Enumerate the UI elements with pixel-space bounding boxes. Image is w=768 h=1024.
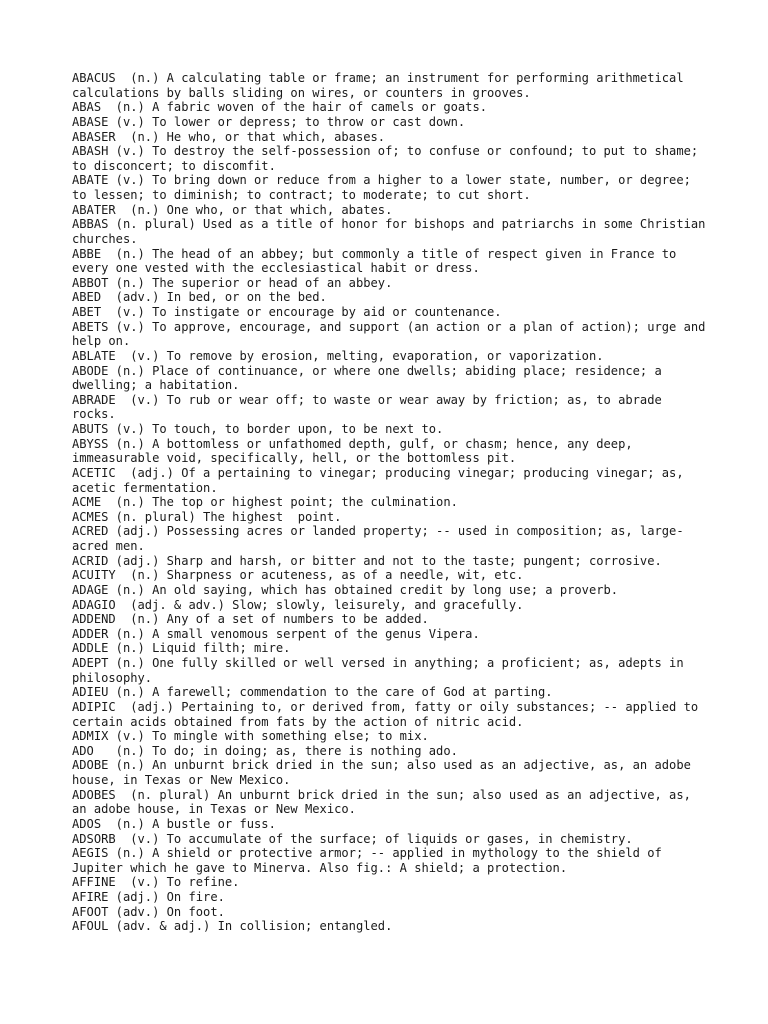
dictionary-entry: ABACUS (n.) A calculating table or frame; an instrument for performing arithmetical calculations by balls sliding on wires, or counters in grooves. bbox=[72, 71, 691, 100]
dictionary-entry: ABATER (n.) One who, or that which, abates. bbox=[72, 202, 393, 217]
dictionary-entry: ADOS (n.) A bustle or fuss. bbox=[72, 816, 276, 831]
dictionary-entry: ABBOT (n.) The superior or head of an abbey. bbox=[72, 275, 393, 290]
dictionary-entry: ABLATE (v.) To remove by erosion, melting, evaporation, or vaporization. bbox=[72, 348, 604, 363]
dictionary-entry: ACME (n.) The top or highest point; the culmination. bbox=[72, 495, 458, 510]
dictionary-entry: ABASH (v.) To destroy the self-possession of; to confuse or confound; to put to shame; to disconcert; to discomfit. bbox=[72, 144, 706, 173]
dictionary-entry: ACRID (adj.) Sharp and harsh, or bitter and not to the taste; pungent; corrosive. bbox=[72, 553, 662, 568]
dictionary-entry: AFOUL (adv. & adj.) In collision; entangled. bbox=[72, 919, 393, 934]
dictionary-entry: AFIRE (adj.) On fire. bbox=[72, 890, 225, 904]
dictionary-entry: AFOOT (adv.) On foot. bbox=[72, 904, 225, 919]
dictionary-entry: ABRADE (v.) To rub or wear off; to waste or wear away by friction; as, to abrade rocks. bbox=[72, 392, 670, 422]
dictionary-entry: ABED (adv.) In bed, or on the bed. bbox=[72, 290, 327, 305]
dictionary-entry: ADIEU (n.) A farewell; commendation to the care of God at parting. bbox=[72, 685, 553, 700]
dictionary-entry: ADAGE (n.) An old saying, which has obtained credit by long use; a proverb. bbox=[72, 582, 619, 597]
dictionary-entry: ABAS (n.) A fabric woven of the hair of camels or goats. bbox=[72, 100, 488, 115]
dictionary-entry: ADOBES (n. plural) An unburnt brick dried in the sun; also used as an adjective, as, an adobe house, in Texas or New Mexico. bbox=[72, 787, 699, 817]
dictionary-entry: ADAGIO (adj. & adv.) Slow; slowly, leisurely, and gracefully. bbox=[72, 597, 524, 612]
dictionary-entry: ADMIX (v.) To mingle with something else; to mix. bbox=[72, 729, 429, 744]
dictionary-entry: ADDEND (n.) Any of a set of numbers to be added. bbox=[72, 612, 429, 627]
dictionary-entry: ABODE (n.) Place of continuance, or where one dwells; abiding place; residence; a dwelling; a habitation. bbox=[72, 363, 670, 393]
dictionary-entry: ABASE (v.) To lower or depress; to throw or cast down. bbox=[72, 114, 466, 129]
dictionary-entry: ADOBE (n.) An unburnt brick dried in the sun; also used as an adjective, as, an adobe house, in Texas or New Mexico. bbox=[72, 758, 699, 787]
dictionary-entry: ADEPT (n.) One fully skilled or well versed in anything; a proficient; as, adepts in philosophy. bbox=[72, 656, 691, 685]
dictionary-page bbox=[72, 71, 712, 934]
dictionary-entry: ABETS (v.) To approve, encourage, and support (an action or a plan of action); urge and help on. bbox=[72, 319, 713, 349]
dictionary-entry: ABYSS (n.) A bottomless or unfathomed depth, gulf, or chasm; hence, any deep, immeasurable void, specifically, hell, or the bottomless pit. bbox=[72, 436, 640, 466]
dictionary-entry: ADIPIC (adj.) Pertaining to, or derived from, fatty or oily substances; -- applied to certain acids obtained from fats by the action of nitric acid. bbox=[72, 699, 706, 729]
dictionary-entry: ADO (n.) To do; in doing; as, there is nothing ado. bbox=[72, 743, 458, 758]
dictionary-entry: ADDLE (n.) Liquid filth; mire. bbox=[72, 641, 291, 656]
dictionary-entry: ADDER (n.) A small venomous serpent of the genus Vipera. bbox=[72, 626, 480, 641]
dictionary-entry: ABET (v.) To instigate or encourage by aid or countenance. bbox=[72, 305, 502, 319]
dictionary-entry: ACUITY (n.) Sharpness or acuteness, as of a needle, wit, etc. bbox=[72, 568, 524, 583]
dictionary-entry: ABUTS (v.) To touch, to border upon, to be next to. bbox=[72, 422, 444, 436]
dictionary-entry: ABBAS (n. plural) Used as a title of honor for bishops and patriarchs in some Christian churches. bbox=[72, 217, 713, 246]
dictionary-entry: ABBE (n.) The head of an abbey; but commonly a title of respect given in France to every one vested with the ecclesiastical habit or dress. bbox=[72, 246, 684, 276]
dictionary-entry: ABATE (v.) To bring down or reduce from a higher to a lower state, number, or degree; to lessen; to diminish; to contract; to moderate; to cut short. bbox=[72, 173, 699, 202]
dictionary-entry: ACETIC (adj.) Of a pertaining to vinegar; producing vinegar; producing vinegar; as, acetic fermentation. bbox=[72, 465, 691, 495]
dictionary-entry: AFFINE (v.) To refine. bbox=[72, 875, 240, 890]
dictionary-entry: ACRED (adj.) Possessing acres or landed property; -- used in composition; as, large-acred men. bbox=[72, 524, 684, 553]
dictionary-entry: AEGIS (n.) A shield or protective armor; -- applied in mythology to the shield of Jupiter which he gave to Minerva. Also fig.: A shield; a protection. bbox=[72, 846, 670, 875]
dictionary-entry: ADSORB (v.) To accumulate of the surface; of liquids or gases, in chemistry. bbox=[72, 831, 633, 846]
dictionary-entry: ACMES (n. plural) The highest point. bbox=[72, 509, 342, 524]
dictionary-entry: ABASER (n.) He who, or that which, abases. bbox=[72, 129, 386, 144]
